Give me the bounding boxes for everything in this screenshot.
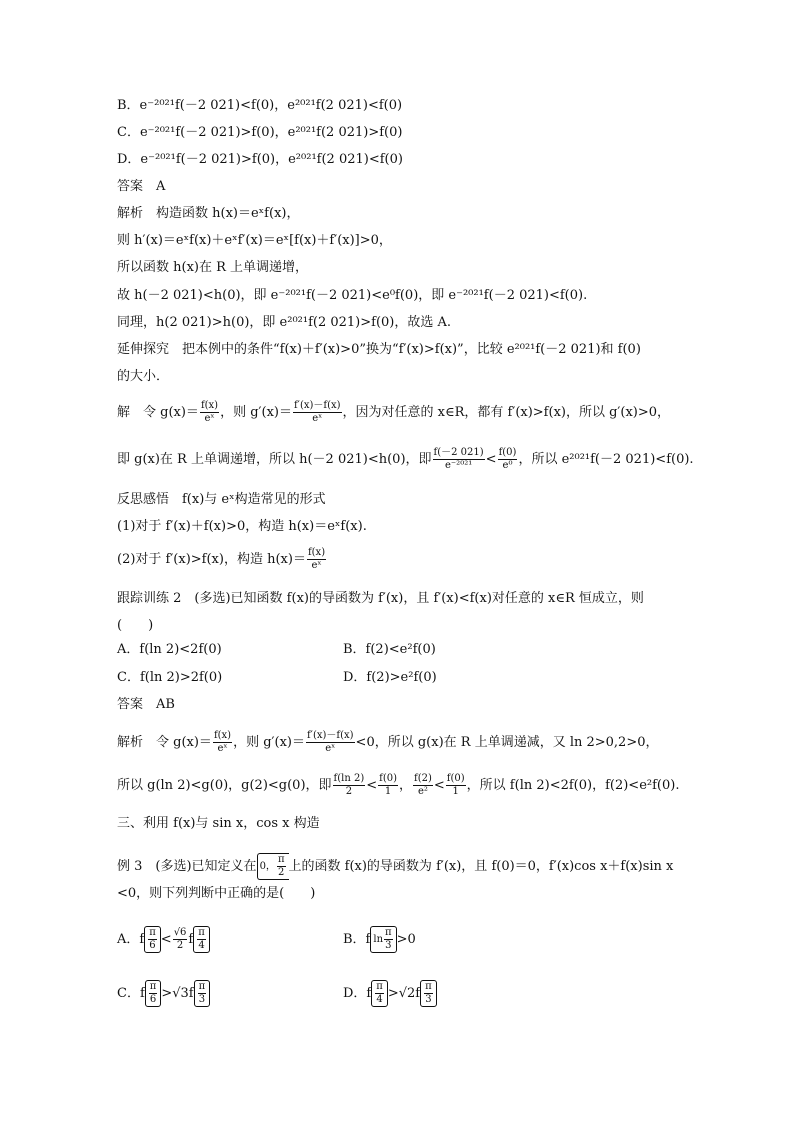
option-c-line: C．e⁻²⁰²¹f(－2 021)>f(0)，e²⁰²¹f(2 021)>f(0) [117, 125, 403, 140]
example-3-option-a [117, 926, 210, 953]
solution-text-a: 解 令 g(x)＝ [117, 405, 199, 420]
practice-analysis-text-b: ，则 g′(x)＝ [233, 735, 305, 750]
sqrt2-f: √2f [398, 986, 421, 1001]
example-3-line-2: <0，则下列判断中正确的是( ) [117, 886, 316, 901]
option-b-tail: >0 [396, 932, 416, 947]
practice-answer: 答案 AB [117, 697, 175, 712]
analysis-line-1: 解析 构造函数 h(x)＝eˣf(x)， [117, 206, 300, 221]
practice-question-line-1: 跟踪训练 2 (多选)已知函数 f(x)的导函数为 f′(x)，且 f′(x)<f(x)对任意的 x∈R 恒成立，则 [117, 591, 644, 606]
practice-analysis-line-2 [117, 773, 679, 798]
analysis-line-2: 则 h′(x)＝eˣf(x)＋eˣf′(x)＝eˣ[f(x)＋f′(x)]>0， [117, 233, 392, 248]
practice-analysis-line-1 [117, 730, 659, 755]
paren-pi-4-d: $\frac{\pi}{4}$ [371, 980, 388, 1007]
fraction-neg2021: $\frac{f(-2 021)}{\text{e⁻²⁰²¹}}$ [433, 447, 484, 471]
solution-text-c: ，因为对任意的 x∈R，都有 f′(x)>f(x)，所以 g′(x)>0， [342, 405, 671, 420]
interval-start: 0， [259, 861, 276, 872]
practice-option-d: D．f(2)>e²f(0) [343, 670, 437, 685]
greater-than-sign-2: > [387, 986, 399, 1001]
f-symbol: f [188, 932, 194, 947]
option-c-label: C．f [117, 986, 145, 1001]
greater-than-sign: > [161, 986, 173, 1001]
example-3-option-b [343, 926, 416, 953]
analysis-line-5: 同理，h(2 021)>h(0)，即 e²⁰²¹f(2 021)>f(0)，故选 A. [117, 315, 452, 330]
fraction-gprime: $\frac{f'(x)-f(x)}{\text{eˣ}}$ [293, 400, 341, 424]
example-3-text-a: 例 3 (多选)已知定义在 [117, 859, 257, 874]
practice-analysis-text-a: 解析 令 g(x)＝ [117, 735, 212, 750]
option-d-line: D．e⁻²⁰²¹f(－2 021)>f(0)，e²⁰²¹f(2 021)<f(0) [117, 152, 403, 167]
option-a-label: A．f [117, 932, 145, 947]
paren-pi-6-c: $\frac{\pi}{6}$ [145, 980, 162, 1007]
solution-text-d: 即 g(x)在 R 上单调递增，所以 h(－2 021)<h(0)，即 [117, 452, 432, 467]
extension-line-1: 延伸探究 把本例中的条件“f(x)＋f′(x)>0”换为“f′(x)>f(x)”，比较 e²⁰²¹f(－2 021)和 f(0) [117, 342, 641, 357]
reflection-title: 反思感悟 f(x)与 eˣ构造常见的形式 [117, 492, 326, 507]
example-3-line-1 [117, 853, 673, 880]
practice-analysis-text-e: ，所以 f(ln 2)<2f(0)，f(2)<e²f(0). [466, 778, 680, 793]
paren-pi-3-c: $\frac{\pi}{3}$ [194, 980, 211, 1007]
sqrt3-f: √3f [172, 986, 194, 1001]
fraction-f0-1: $\frac{f(0)}{1}$ [379, 773, 397, 797]
paren-ln-pi-3: ln $\frac{\pi}{3}$ [370, 926, 396, 953]
reflection-item-2-text: (2)对于 f′(x)>f(x)，构造 h(x)＝ [117, 552, 306, 567]
solution-text-e: ，所以 e²⁰²¹f(－2 021)<f(0). [518, 452, 694, 467]
paren-pi-3-d: $\frac{\pi}{3}$ [420, 980, 437, 1007]
practice-option-a: A．f(ln 2)<2f(0) [117, 642, 222, 657]
less-than-sign: < [485, 452, 497, 467]
less-than-sign-3: < [433, 778, 445, 793]
fraction-e0: $\frac{f(0)}{\text{e⁰}}$ [498, 447, 517, 471]
fraction-f2: $\frac{f(2)}{\text{e²}}$ [414, 773, 432, 797]
practice-option-b: B．f(2)<e²f(0) [343, 642, 436, 657]
fraction-fx-ex-3: $\frac{f(x)}{\text{eˣ}}$ [213, 730, 232, 754]
example-3-text-b: 上的函数 f(x)的导函数为 f′(x)，且 f(0)＝0，f′(x)cos x＋f(x)sin x [288, 859, 674, 874]
fraction-gprime-2: $\frac{f'(x)-f(x)}{\text{eˣ}}$ [306, 730, 354, 754]
reflection-item-1: (1)对于 f′(x)＋f(x)>0，构造 h(x)＝eˣf(x). [117, 519, 367, 534]
paren-pi-4: $\frac{\pi}{4}$ [193, 926, 210, 953]
solution-line-1 [117, 400, 670, 425]
example-3-option-d [343, 980, 437, 1007]
answer-line: 答案 A [117, 179, 166, 194]
solution-line-2 [117, 447, 694, 472]
paren-pi-6: $\frac{\pi}{6}$ [144, 926, 161, 953]
practice-analysis-text-c: <0，所以 g(x)在 R 上单调递减，又 ln 2>0,2>0， [355, 735, 659, 750]
practice-question-line-2: ( ) [117, 618, 154, 633]
option-b-label: B．f [343, 932, 371, 947]
comma-sep: ， [399, 778, 413, 793]
extension-line-2: 的大小． [117, 369, 170, 384]
fraction-sqrt6-2: $\frac{√6}{2}$ [173, 927, 187, 951]
practice-option-c: C．f(ln 2)>2f(0) [117, 670, 223, 685]
section-three-heading: 三、利用 f(x)与 sin x，cos x 构造 [117, 816, 320, 831]
solution-text-b: ，则 g′(x)＝ [220, 405, 292, 420]
option-d-label: D．f [343, 986, 372, 1001]
reflection-item-2 [117, 547, 327, 572]
example-3-option-c [117, 980, 210, 1007]
practice-analysis-text-d: 所以 g(ln 2)<g(0)，g(2)<g(0)，即 [117, 778, 332, 793]
analysis-line-4: 故 h(－2 021)<h(0)，即 e⁻²⁰²¹f(－2 021)<e⁰f(0)，即 e⁻²⁰²¹f(－2 021)<f(0). [117, 288, 588, 303]
fraction-pi-2: $\frac{\pi}{2}$ [277, 854, 285, 878]
fraction-fx-ex-2: $\frac{f(x)}{\text{eˣ}}$ [307, 547, 326, 571]
option-b-line: B．e⁻²⁰²¹f(－2 021)<f(0)，e²⁰²¹f(2 021)<f(0) [117, 98, 403, 113]
fraction-fx-ex: $\frac{f(x)}{\text{eˣ}}$ [200, 400, 219, 424]
fraction-ln2: $\frac{f(\ln 2)}{2}$ [333, 773, 365, 797]
less-than-sign-2: < [366, 778, 378, 793]
fraction-f0-1-b: $\frac{f(0)}{1}$ [446, 773, 465, 797]
less-than-sign-4: < [160, 932, 172, 947]
analysis-line-3: 所以函数 h(x)在 R 上单调递增， [117, 260, 309, 275]
interval-bracket [257, 853, 289, 880]
